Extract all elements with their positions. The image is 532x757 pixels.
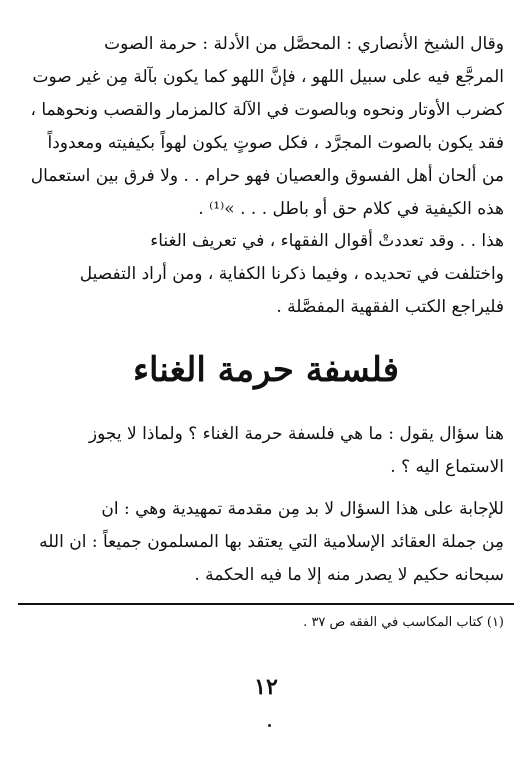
text-line: للإجابة على هذا السؤال لا بد مِن مقدمة تمهيدية وهي : ان [101, 499, 504, 519]
text-line: كضرب الأوتار ونحوه وبالصوت في الآلة كالمزمار والقصب ونحوهما ، [30, 100, 504, 120]
text-line: من ألحان أهل الفسوق والعصيان فهو حرام . . ولا فرق بين استعمال [30, 166, 504, 186]
text-line: وقال الشيخ الأنصاري : المحصَّل من الأدلة : حرمة الصوت [104, 34, 504, 54]
paragraph-ansari-quote [28, 28, 504, 226]
text-line: هنا سؤال يقول : ما هي فلسفة حرمة الغناء ؟ ولماذا لا يجوز [88, 424, 504, 444]
text-line: سبحانه حكيم لا يصدر منه إلا ما فيه الحكمة . [194, 565, 504, 585]
section-heading: فلسفة حرمة الغناء [133, 350, 399, 390]
text-line: هذه الكيفية في كلام حق أو باطل . . . »⁽¹⁾ . [198, 199, 504, 219]
text-line: المرجَّع فيه على سبيل اللهو ، فإنَّ اللهو كما يكون بآلة مِن غير صوت [32, 67, 504, 87]
text-line: الاستماع اليه ؟ . [390, 457, 504, 477]
page-number: ١٢ [254, 674, 278, 700]
text-line: فليراجع الكتب الفقهية المفصَّلة . [276, 297, 504, 317]
text-line: مِن جملة العقائد الإسلامية التي يعتقد بها المسلمون جميعاً : ان الله [39, 532, 504, 552]
paragraph-jurists-opinions [28, 225, 504, 324]
text-line: واختلفت في تحديده ، وفيما ذكرنا الكفاية ، ومن أراد التفصيل [79, 264, 504, 284]
paragraph-answer-intro [28, 493, 504, 592]
text-line: هذا . . وقد تعددتْ أقوال الفقهاء ، في تعريف الغناء [150, 231, 504, 251]
paragraph-question [28, 418, 504, 484]
footnote-divider [18, 603, 514, 605]
footnote: (١) كتاب المكاسب في الفقه ص ٣٧ . [303, 615, 504, 630]
print-speck [268, 724, 271, 727]
text-line: فقد يكون بالصوت المجرَّد ، فكل صوتٍ يكون لهواً بكيفيته ومعدوداً [47, 133, 504, 153]
